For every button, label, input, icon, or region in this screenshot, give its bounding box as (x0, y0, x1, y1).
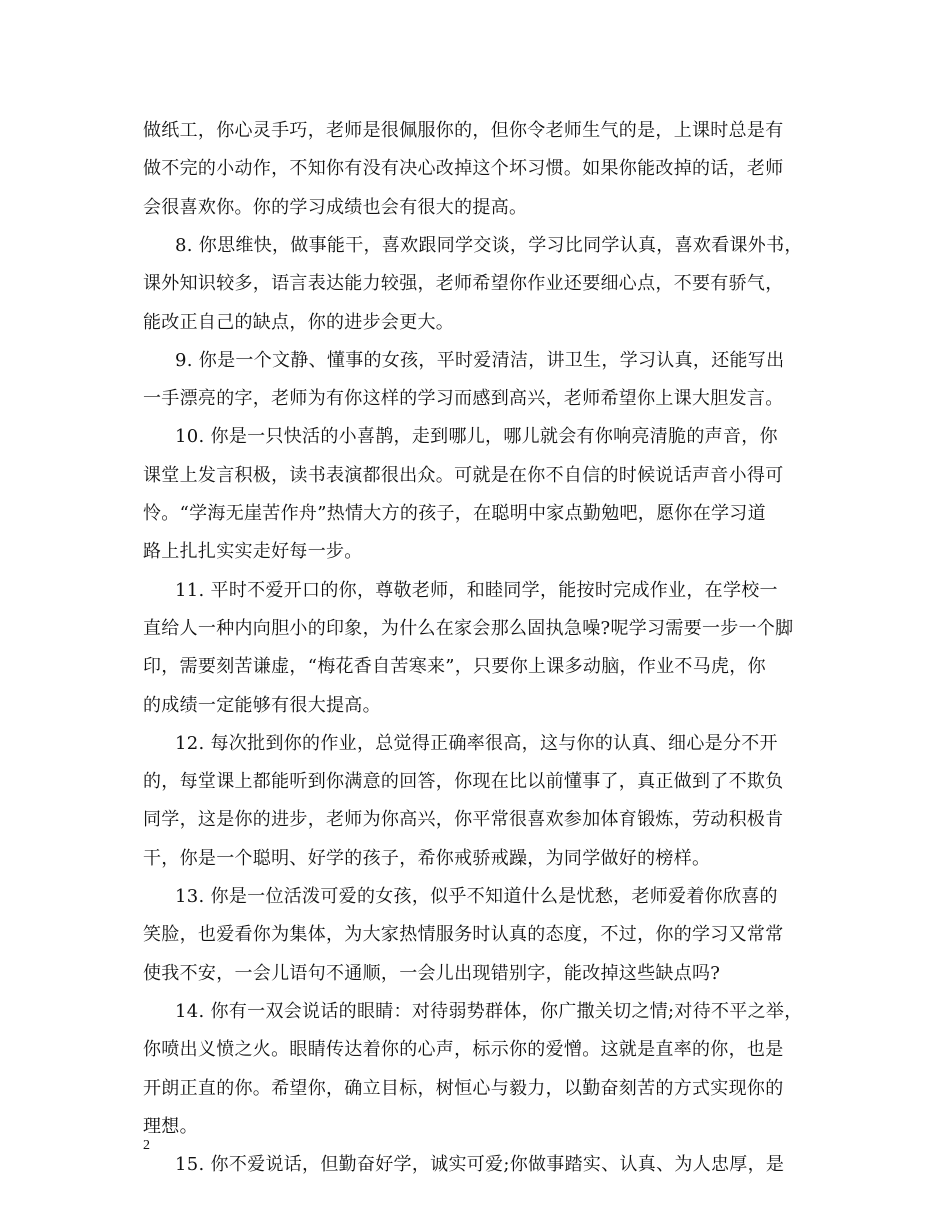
text-line: 课堂上发言积极，读书表演都很出众。可就是在你不自信的时候说话声音小得可 (143, 465, 784, 486)
text-line: 的，每堂课上都能听到你满意的回答，你现在比以前懂事了，真正做到了不欺负 (143, 771, 784, 792)
text-line: 一手漂亮的字，老师为有你这样的学习而感到高兴，老师希望你上课大胆发言。 (143, 388, 784, 409)
text-line: 12. 每次批到你的作业，总觉得正确率很高，这与你的认真、细心是分不开 (175, 733, 778, 754)
text-line: 的成绩一定能够有很大提高。 (143, 695, 381, 716)
text-line: 印，需要刻苦谦虚，“梅花香自苦寒来”，只要你上课多动脑，作业不马虎，你 (143, 656, 766, 677)
text-line: 理想。 (143, 1116, 198, 1137)
text-line: 会很喜欢你。你的学习成绩也会有很大的提高。 (143, 197, 528, 218)
text-line: 干，你是一个聪明、好学的孩子，希你戒骄戒躁，为同学做好的榜样。 (143, 848, 711, 869)
text-line: 直给人一种内向胆小的印象，为什么在家会那么固执急噪?呢学习需要一步一个脚 (143, 618, 794, 639)
text-line: 笑脸，也爱看你为集体，为大家热情服务时认真的态度，不过，你的学习又常常 (143, 924, 784, 945)
text-line: 开朗正直的你。希望你，确立目标，树恒心与毅力，以勤奋刻苦的方式实现你的 (143, 1078, 784, 1099)
text-line: 使我不安，一会儿语句不通顺，一会儿出现错别字，能改掉这些缺点吗? (143, 963, 721, 984)
page-number: 2 (143, 1138, 150, 1153)
text-line: 14. 你有一双会说话的眼睛：对待弱势群体，你广撒关切之情;对待不平之举， (175, 1001, 803, 1022)
text-line: 13. 你是一位活泼可爱的女孩，似乎不知道什么是忧愁，老师爱着你欣喜的 (175, 886, 778, 907)
text-line: 路上扎扎实实走好每一步。 (143, 541, 363, 562)
text-line: 11. 平时不爱开口的你，尊敬老师，和睦同学，能按时完成作业，在学校一 (175, 580, 778, 601)
text-line: 怜。“学海无崖苦作舟”热情大方的孩子，在聪明中家点勤勉吧，愿你在学习道 (143, 503, 766, 524)
text-line: 你喷出义愤之火。眼睛传达着你的心声，标示你的爱憎。这就是直率的你，也是 (143, 1039, 784, 1060)
text-line: 课外知识较多，语言表达能力较强，老师希望你作业还要细心点，不要有骄气， (143, 273, 784, 294)
text-line: 15. 你不爱说话，但勤奋好学，诚实可爱;你做事踏实、认真、为人忠厚，是 (175, 1154, 785, 1175)
text-line: 8. 你思维快，做事能干，喜欢跟同学交谈，学习比同学认真，喜欢看课外书， (175, 235, 803, 256)
text-line: 做不完的小动作，不知你有没有决心改掉这个坏习惯。如果你能改掉的话，老师 (143, 158, 784, 179)
text-line: 同学，这是你的进步，老师为你高兴，你平常很喜欢参加体育锻炼，劳动积极肯 (143, 809, 784, 830)
text-line: 9. 你是一个文静、懂事的女孩，平时爱清洁，讲卫生，学习认真，还能写出 (175, 350, 785, 371)
text-line: 做纸工，你心灵手巧，老师是很佩服你的，但你令老师生气的是，上课时总是有 (143, 120, 784, 141)
text-line: 10. 你是一只快活的小喜鹊，走到哪儿，哪儿就会有你响亮清脆的声音，你 (175, 426, 778, 447)
text-line: 能改正自己的缺点，你的进步会更大。 (143, 312, 455, 333)
